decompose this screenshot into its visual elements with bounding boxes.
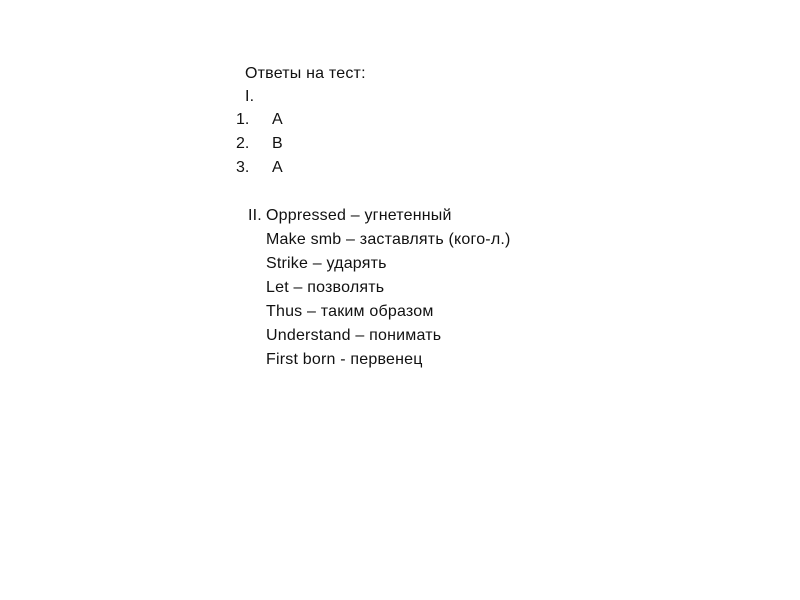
vocabulary-entry: Make smb – заставлять (кого-л.) [266,231,511,248]
vocabulary-entry: Strike – ударять [266,255,387,272]
vocabulary-entry: Thus – таким образом [266,303,434,320]
answers-title: Ответы на тест: [245,65,366,82]
vocabulary-entry: Let – позволять [266,279,385,296]
section-1-label: I. [245,88,255,105]
vocabulary-entry: Understand – понимать [266,327,442,344]
answer-1-value: A [272,111,283,128]
answer-3-number: 3. [236,159,250,176]
vocabulary-entry: First born - первенец [266,351,423,368]
section-2-label: II. [248,207,262,224]
answer-1-number: 1. [236,111,250,128]
answer-2-value: B [272,135,283,152]
answer-3-value: A [272,159,283,176]
vocabulary-entry: Oppressed – угнетенный [266,207,452,224]
answer-2-number: 2. [236,135,250,152]
